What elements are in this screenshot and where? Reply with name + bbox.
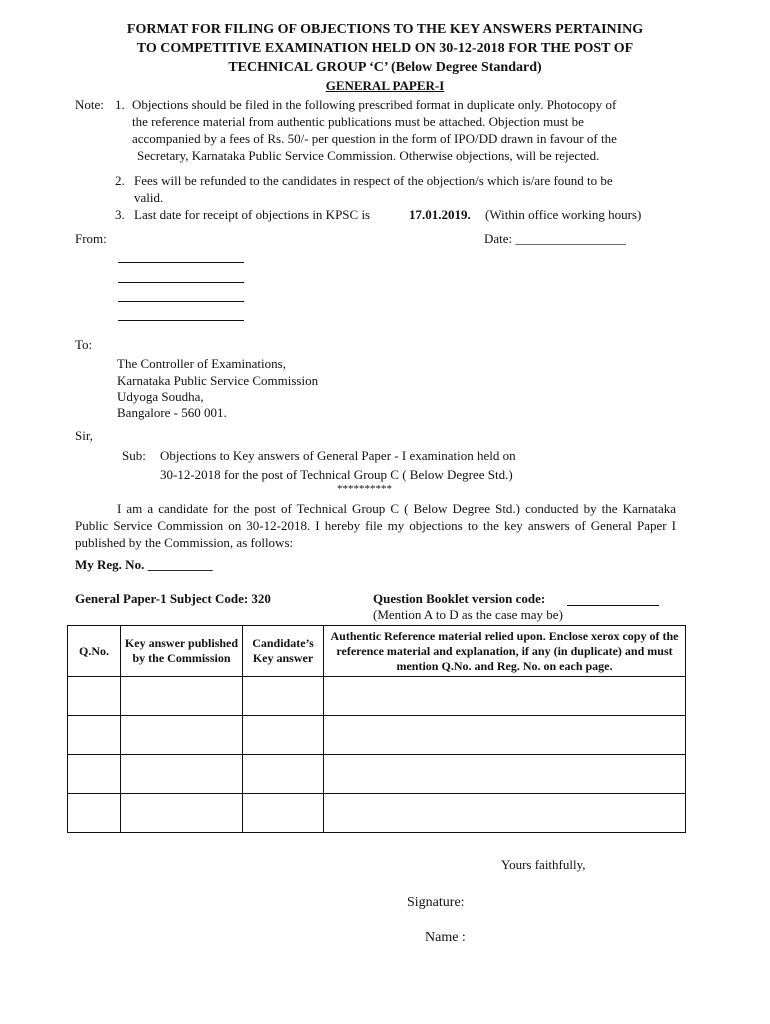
reg-no-field[interactable]: My Reg. No. __________: [75, 557, 213, 572]
candidate-answer-cell[interactable]: [243, 677, 324, 716]
title-line-1: FORMAT FOR FILING OF OBJECTIONS TO THE KEY ANSWERS PERTAINING: [126, 22, 644, 37]
subject-code: General Paper-1 Subject Code: 320: [75, 591, 271, 606]
note-3-text: Last date for receipt of objections in KPSC is: [134, 207, 371, 222]
from-address-line[interactable]: [118, 301, 244, 302]
to-address-line: Karnataka Public Service Commission: [117, 373, 319, 388]
title-line-3: TECHNICAL GROUP ‘C’ (Below Degree Standard): [228, 60, 542, 75]
key-answer-cell[interactable]: [121, 677, 243, 716]
table-row: [68, 755, 686, 794]
to-label: To:: [75, 337, 93, 352]
reference-cell[interactable]: [324, 716, 686, 755]
subject-label: Sub:: [122, 448, 146, 463]
closing-yours-faithfully: Yours faithfully,: [501, 857, 586, 872]
note-1-line: the reference material from authentic publications must be attached. Objection must be: [132, 114, 584, 129]
candidate-answer-cell[interactable]: [243, 794, 324, 833]
salutation: Sir,: [75, 428, 93, 443]
title-line-2: TO COMPETITIVE EXAMINATION HELD ON 30-12-2018 FOR THE POST OF: [136, 41, 634, 56]
subject-line-2: 30-12-2018 for the post of Technical Group C ( Below Degree Std.): [160, 467, 513, 482]
table-row: [68, 794, 686, 833]
note-3-number: 3.: [115, 207, 125, 222]
qno-cell[interactable]: [68, 755, 121, 794]
qno-cell[interactable]: [68, 677, 121, 716]
column-header-key-answer: Key answer published by the Commission: [121, 626, 243, 677]
key-answer-cell[interactable]: [121, 794, 243, 833]
candidate-answer-cell[interactable]: [243, 755, 324, 794]
name-label: Name :: [425, 930, 466, 945]
note-1-line: Objections should be filed in the following prescribed format in duplicate only. Photocopy of: [132, 97, 617, 112]
reference-cell[interactable]: [324, 755, 686, 794]
letter-body: I am a candidate for the post of Technical Group C ( Below Degree Std.) conducted by the Karnataka Public Service Commission on 30-12-2018. I hereby file my objections to the key answers of General Paper I published by the Commission, as follows:: [75, 501, 676, 550]
qno-cell[interactable]: [68, 716, 121, 755]
subtitle: GENERAL PAPER-I: [325, 78, 445, 93]
column-header-qno: Q.No.: [68, 626, 121, 677]
booklet-version-input[interactable]: [567, 605, 659, 606]
table-row: [68, 677, 686, 716]
from-label: From:: [75, 231, 107, 246]
candidate-answer-cell[interactable]: [243, 716, 324, 755]
to-address-line: The Controller of Examinations,: [117, 356, 286, 371]
note-2-line: Fees will be refunded to the candidates in respect of the objection/s which is/are found to be: [134, 173, 613, 188]
separator-stars: **********: [337, 483, 392, 495]
note-1-line: Secretary, Karnataka Public Service Commission. Otherwise objections, will be rejected.: [137, 148, 600, 163]
table-header-row: [68, 626, 686, 677]
key-answer-cell[interactable]: [121, 716, 243, 755]
signature-label: Signature:: [407, 895, 465, 910]
from-address-line[interactable]: [118, 282, 244, 283]
objections-table: [67, 625, 686, 833]
key-answer-cell[interactable]: [121, 755, 243, 794]
from-address-line[interactable]: [118, 262, 244, 263]
reference-cell[interactable]: [324, 677, 686, 716]
note-2-number: 2.: [115, 173, 125, 188]
qno-cell[interactable]: [68, 794, 121, 833]
column-header-candidate-answer: Candidate’s Key answer: [243, 626, 324, 677]
booklet-version-label: Question Booklet version code:: [373, 591, 546, 606]
table-row: [68, 716, 686, 755]
note-prefix: Note:: [75, 97, 104, 112]
to-address-line: Bangalore - 560 001.: [117, 405, 227, 420]
subject-line-1: Objections to Key answers of General Paper - I examination held on: [160, 448, 516, 463]
column-header-reference: Authentic Reference material relied upon. Enclose xerox copy of the reference material and explanation, if any (in duplicate) and must mention Q.No. and Reg. No. on each page.: [324, 626, 686, 677]
to-address-line: Udyoga Soudha,: [117, 389, 204, 404]
reference-cell[interactable]: [324, 794, 686, 833]
booklet-version-hint: (Mention A to D as the case may be): [373, 607, 563, 622]
note-1-number: 1.: [115, 97, 125, 112]
last-date: 17.01.2019.: [409, 207, 471, 222]
note-3-suffix: (Within office working hours): [485, 207, 642, 222]
date-field[interactable]: Date: _________________: [484, 231, 626, 246]
note-2-line: valid.: [134, 190, 164, 205]
from-address-line[interactable]: [118, 320, 244, 321]
note-1-line: accompanied by a fees of Rs. 50/- per question in the form of IPO/DD drawn in favour of the: [132, 131, 617, 146]
